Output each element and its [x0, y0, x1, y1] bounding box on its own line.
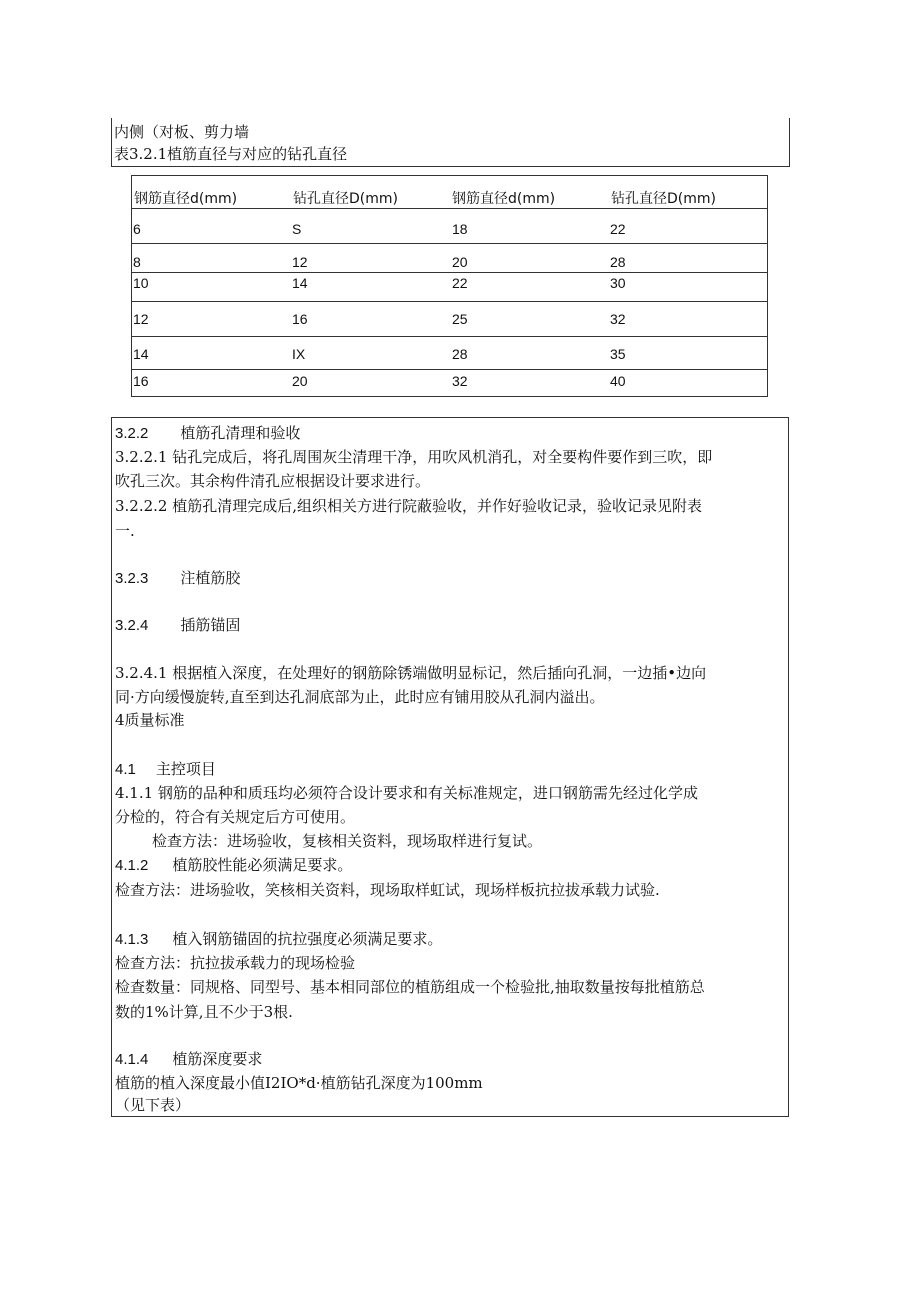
table-cell: 32	[452, 373, 468, 389]
paragraph-line: 一.	[115, 522, 135, 540]
section-title: 注植筋胶	[180, 569, 241, 587]
table-header-cell: 钻孔直径D(mm)	[611, 191, 716, 207]
table-cell: 40	[610, 373, 626, 389]
table-cell: 16	[133, 373, 149, 389]
section-number: 4.1.4	[115, 1051, 149, 1068]
section-title: 植筋深度要求	[172, 1050, 263, 1068]
section-number: 4.1	[115, 761, 136, 778]
table-cell: 28	[452, 346, 468, 362]
section-3-2-3-heading	[115, 568, 240, 589]
table-cell: 14	[133, 346, 149, 362]
section-4-1-heading	[115, 759, 216, 780]
table-row	[132, 272, 767, 291]
section-3-2-4-heading	[115, 615, 240, 636]
table-cell: 35	[610, 346, 626, 362]
table-row	[132, 208, 767, 237]
section-title: 植入钢筋锚固的抗拉强度必须满足要求。	[172, 930, 443, 948]
section-title: 植筋胶性能必须满足要求。	[172, 856, 353, 874]
section-number: 3.2.4	[115, 617, 149, 634]
table-row	[132, 301, 767, 327]
table-cell: 20	[452, 254, 468, 270]
drill-diameter-table	[131, 175, 768, 397]
table-row	[132, 369, 767, 389]
table-cell: 10	[133, 275, 149, 291]
table-caption: 表3.2.1植筋直径与对应的钻孔直径	[114, 145, 348, 163]
paragraph-line: 检查方法：进场验收，复核相关资料，现场取样进行复试。	[152, 832, 543, 850]
paragraph-line: 4.1.1 钢筋的品种和质珏均必须符合设计要求和有关标准规定，进口钢筋需先经过化学成	[115, 784, 698, 802]
top-section	[111, 118, 790, 167]
paragraph-line: 同·方向缓慢旋转,直至到达孔洞底部为止，此时应有铺用胶从孔洞内溢出。	[115, 688, 605, 706]
section-number: 4.1.2	[115, 857, 149, 874]
paragraph-line: 植筋的植入深度最小值I2IO*d·植筋钻孔深度为100mm	[115, 1074, 483, 1092]
table-cell: 16	[292, 311, 308, 327]
table-cell: 28	[610, 254, 626, 270]
table-cell: 30	[610, 275, 626, 291]
table-cell: 20	[292, 373, 308, 389]
table-cell: 22	[610, 221, 626, 237]
section-4-1-3-heading	[115, 929, 442, 950]
section-title: 插筋锚固	[180, 616, 241, 634]
table-cell: 6	[133, 221, 141, 237]
table-row	[132, 243, 767, 270]
section-4-1-4-heading	[115, 1049, 262, 1070]
paragraph-line: 3.2.2.1 钻孔完成后，将孔周围灰尘清理干净，用吹风机消孔，对全要构件要作到三吹，即	[115, 448, 713, 466]
paragraph-line: 3.2.2.2 植筋孔清理完成后,组织相关方进行院蔽验收，并作好验收记录，验收记录见附表	[115, 497, 703, 515]
paragraph-line: 分检的，符合有关规定后方可使用。	[115, 808, 356, 826]
section-4-1-2-heading	[115, 855, 352, 876]
table-cell: 8	[133, 254, 141, 270]
top-line-wall: 内侧（对板、剪力墙	[114, 123, 250, 141]
section-number: 4.1.3	[115, 931, 149, 948]
table-cell: IX	[292, 346, 306, 362]
paragraph-line: 检查方法：抗拉拔承载力的现场检验	[115, 954, 356, 972]
table-header-cell: 钢筋直径d(mm)	[134, 191, 238, 207]
paragraph-line: （见下表）	[115, 1096, 191, 1114]
table-cell: 12	[133, 311, 149, 327]
construction-text-section	[111, 417, 789, 1117]
table-cell: 18	[452, 221, 468, 237]
section-4-heading: 4质量标准	[115, 711, 185, 729]
table-cell: 32	[610, 311, 626, 327]
section-title: 主控项目	[155, 760, 216, 778]
paragraph-line: 数的1%计算,且不少于3根.	[115, 1003, 293, 1021]
paragraph-line: 3.2.4.1 根据植入深度，在处理好的钢筋除锈端做明显标记，然后插向孔洞，一边插•边向	[115, 664, 707, 682]
table-cell: S	[292, 221, 302, 237]
section-number: 3.2.3	[115, 570, 149, 587]
table-header-cell: 钻孔直径D(mm)	[293, 191, 398, 207]
table-cell: 12	[292, 254, 308, 270]
section-3-2-2-heading	[115, 423, 300, 444]
paragraph-line: 检查方法：进场验收，笑核相关资料，现场取样虹试，现场样板抗拉拔承载力试验.	[115, 881, 660, 899]
table-header-cell: 钢筋直径d(mm)	[452, 191, 556, 207]
table-cell: 14	[292, 275, 308, 291]
table-row	[132, 336, 767, 362]
section-number: 3.2.2	[115, 425, 149, 442]
table-cell: 22	[452, 275, 468, 291]
section-title: 植筋孔清理和验收	[180, 424, 301, 442]
paragraph-line: 检查数量：同规格、同型号、基本相同部位的植筋组成一个检验批,抽取数量按每批植筋总	[115, 978, 705, 996]
paragraph-line: 吹孔三次。其余构件清孔应根据设计要求进行。	[115, 472, 431, 490]
table-cell: 25	[452, 311, 468, 327]
